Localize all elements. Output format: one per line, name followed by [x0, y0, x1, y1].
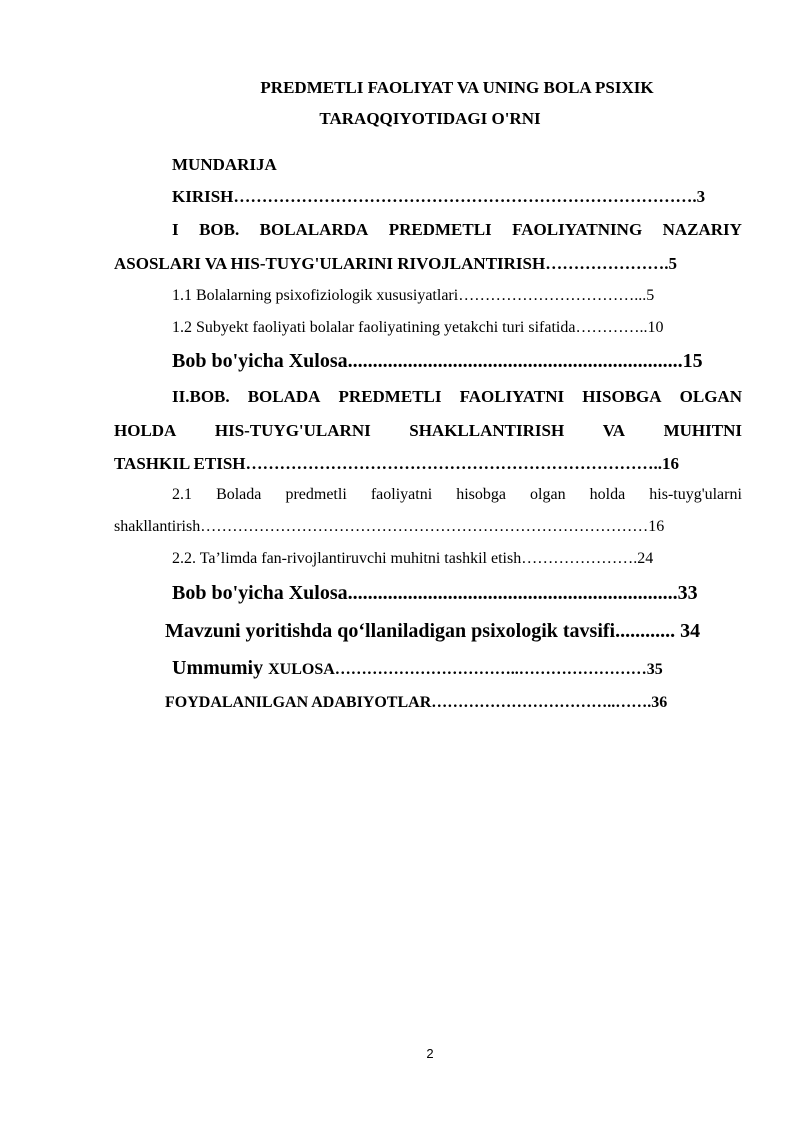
- toc-word: PREDMETLI: [338, 387, 442, 406]
- toc-word: Bolada: [216, 486, 262, 503]
- toc-word: hisobga: [456, 486, 506, 503]
- toc-entry-chapter-2-line-3: TASHKIL ETISH………………………………………………………………..16: [114, 454, 679, 473]
- toc-word: HIS-TUYG'ULARNI: [214, 421, 371, 440]
- toc-word: predmetli: [285, 486, 347, 503]
- toc-word: faoliyatni: [370, 486, 433, 503]
- toc-heading: MUNDARIJA: [172, 155, 277, 174]
- toc-entry-general-conclusion-word: Ummumiy: [172, 657, 269, 679]
- toc-entry-chapter-1-line-1: [172, 220, 742, 240]
- toc-entry-2-1-line-2: shakllantirish…………………………………………………………………………16: [114, 518, 665, 535]
- toc-entry-2-2: 2.2. Ta’limda fan-rivojlantiruvchi muhitni tashkil etish………………….24: [172, 550, 654, 567]
- toc-word: II.BOB.: [172, 387, 230, 406]
- toc-word: I: [172, 220, 179, 239]
- toc-word: FAOLIYATNI: [459, 387, 565, 406]
- document-title-line-2: TARAQQIYOTIDAGI O'RNI: [319, 109, 541, 128]
- toc-word: PREDMETLI: [388, 220, 492, 239]
- toc-word: VA: [602, 421, 626, 440]
- toc-word: 2.1: [172, 486, 192, 503]
- toc-entry-1-1: 1.1 Bolalarning psixofiziologik xususiyatlari……………………………...5: [172, 287, 655, 304]
- toc-entry-general-conclusion: [172, 657, 663, 680]
- toc-word: olgan: [530, 486, 566, 503]
- toc-word: FAOLIYATNING: [512, 220, 643, 239]
- toc-word: MUHITNI: [663, 421, 742, 440]
- toc-word: BOB.: [199, 220, 240, 239]
- toc-entry-chapter-1-line-2: ASOSLARI VA HIS-TUYG'ULARINI RIVOJLANTIRISH………………….5: [114, 254, 677, 273]
- toc-word: HISOBGA: [582, 387, 662, 406]
- toc-word: his-tuyg'ularni: [649, 486, 742, 503]
- toc-word: holda: [589, 486, 626, 503]
- toc-entry-2-1-line-1: [172, 486, 742, 504]
- toc-entry-references: FOYDALANILGAN ADABIYOTLAR……………………………..…….36: [165, 694, 668, 711]
- toc-entry-chapter-2-line-1: [172, 387, 742, 407]
- toc-entry-chapter-1-summary: Bob bo'yicha Xulosa...................................................................15: [172, 350, 703, 372]
- page-number: 2: [426, 1046, 434, 1061]
- toc-word: NAZARIY: [662, 220, 742, 239]
- toc-entry-general-conclusion-rest: XULOSA……………………………..……………………35: [268, 661, 663, 678]
- toc-word: BOLALARDA: [259, 220, 369, 239]
- toc-entry-chapter-2-line-2: [114, 421, 742, 441]
- toc-entry-psychological-description: Mavzuni yoritishda qo‘llaniladigan psixologik tavsifi............ 34: [165, 620, 701, 642]
- toc-entry-kirish: KIRISH……………………………………………………………………….3: [172, 187, 706, 206]
- toc-entry-chapter-2-summary: Bob bo'yicha Xulosa..................................................................33: [172, 582, 698, 604]
- document-title-line-1: PREDMETLI FAOLIYAT VA UNING BOLA PSIXIK: [260, 78, 654, 97]
- toc-word: SHAKLLANTIRISH: [409, 421, 565, 440]
- toc-entry-1-2: 1.2 Subyekt faoliyati bolalar faoliyatining yetakchi turi sifatida…………..10: [172, 319, 664, 336]
- toc-word: BOLADA: [247, 387, 321, 406]
- toc-word: OLGAN: [679, 387, 742, 406]
- toc-word: HOLDA: [114, 421, 177, 440]
